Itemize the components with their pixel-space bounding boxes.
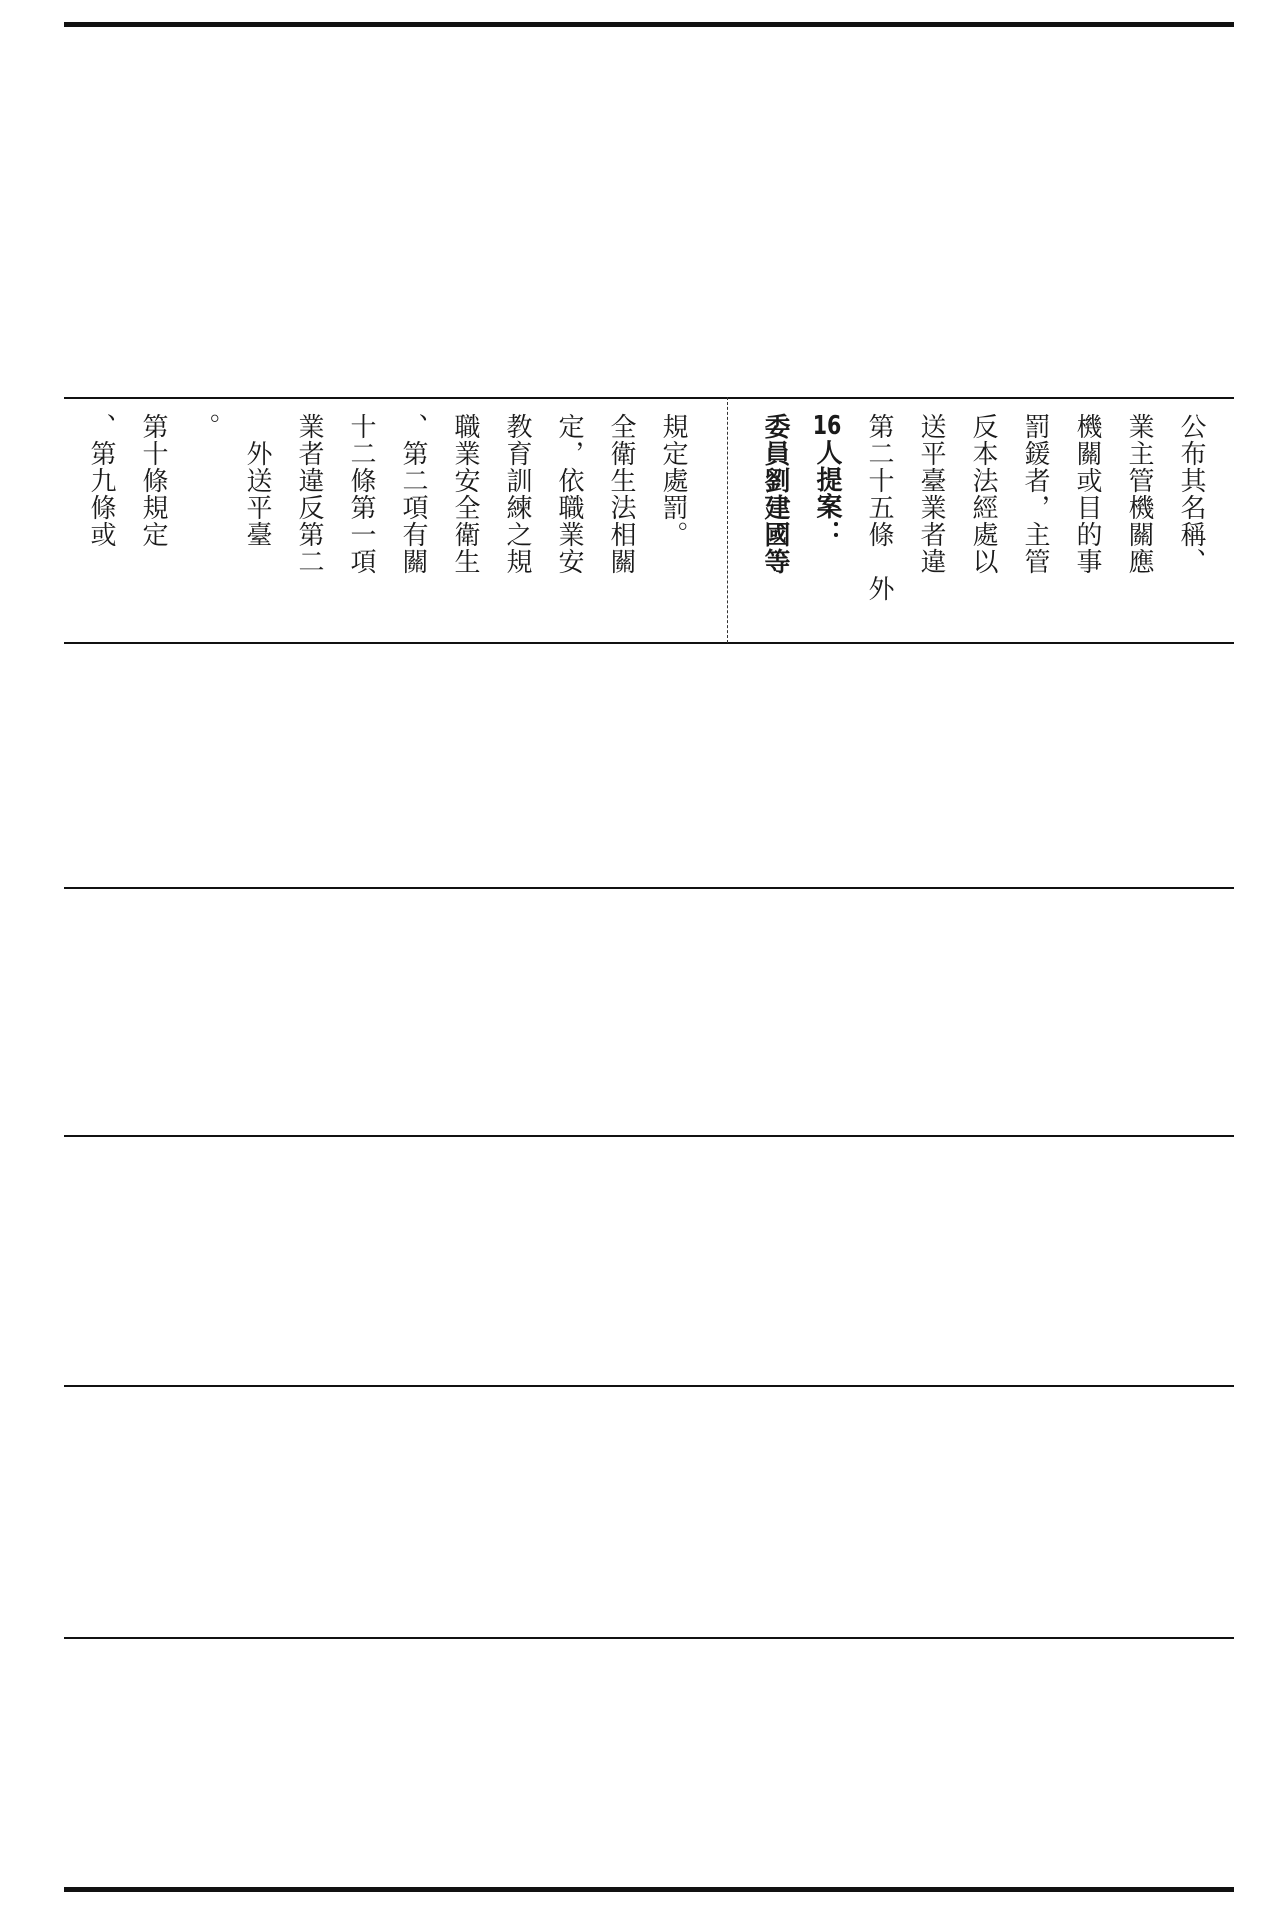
left-text-column-10: 定，依職業安	[554, 413, 584, 575]
right-text-column-1: 第二十五條 外	[864, 413, 894, 602]
right-text-column-3: 反本法經處以	[968, 413, 998, 575]
top-rule	[64, 22, 1234, 27]
left-text-column-1: 、第九條或	[86, 413, 116, 548]
right-text-column-7: 公布其名稱、	[1176, 413, 1206, 575]
right-text-column-6: 業主管機關應	[1124, 413, 1154, 575]
table-rule-2	[64, 642, 1234, 644]
proposer-heading: 委員劉建國等	[760, 413, 790, 575]
table-rule-3	[64, 887, 1234, 889]
column-divider	[727, 397, 728, 643]
left-text-column-12: 規定處罰。	[658, 413, 688, 548]
left-text-column-2: 第十條規定	[138, 413, 168, 548]
proposer-count-number: 16	[812, 413, 842, 439]
right-text-column-5: 機關或目的事	[1072, 413, 1102, 575]
table-rule-5	[64, 1385, 1234, 1387]
right-text-column-4: 罰鍰者，主管	[1020, 413, 1050, 575]
proposer-count-rest: 人提案：	[812, 439, 842, 547]
left-text-column-8: 職業安全衛生	[450, 413, 480, 575]
left-text-column-11: 全衛生法相關	[606, 413, 636, 575]
left-text-column-3: 。	[190, 413, 220, 440]
proposer-count	[814, 413, 840, 547]
table-rule-6	[64, 1637, 1234, 1639]
left-text-column-7: 、第二項有關	[398, 413, 428, 575]
left-text-column-5: 業者違反第二	[294, 413, 324, 575]
left-text-column-6: 十二條第一項	[346, 413, 376, 575]
left-text-column-9: 教育訓練之規	[502, 413, 532, 575]
bottom-rule	[64, 1887, 1234, 1892]
left-text-column-4: 外送平臺	[242, 413, 272, 548]
right-text-column-2: 送平臺業者違	[916, 413, 946, 575]
table-rule-4	[64, 1135, 1234, 1137]
table-rule-1	[64, 397, 1234, 399]
